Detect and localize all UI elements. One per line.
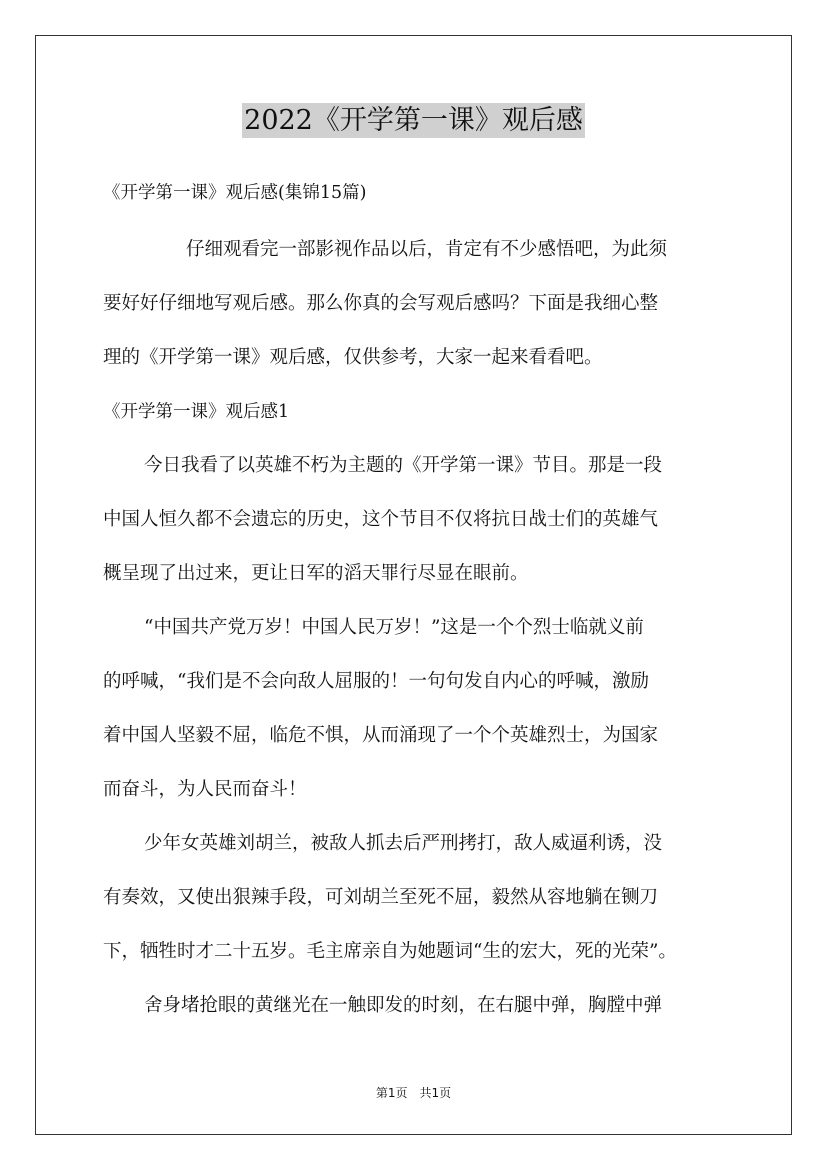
body-line: 有奏效，又使出狠辣手段，可刘胡兰至死不屈，毅然从容地躺在铡刀	[103, 887, 659, 908]
intro-line: 仔细观看完一部影视作品以后，肯定有不少感悟吧，为此须	[186, 239, 668, 260]
body-line: 的呼喊，“我们是不会向敌人屈服的！一句句发自内心的呼喊，激励	[103, 671, 649, 692]
document-subtitle: 《开学第一课》观后感(集锦15篇)	[103, 183, 367, 203]
body-line: 而奋斗，为人民而奋斗！	[103, 779, 307, 800]
body-line: “中国共产党万岁！中国人民万岁！”这是一个个烈士临就义前	[144, 617, 644, 638]
intro-line: 理的《开学第一课》观后感，仅供参考，大家一起来看看吧。	[103, 347, 603, 368]
body-line: 着中国人坚毅不屈，临危不惧，从而涌现了一个个英雄烈士，为国家	[103, 725, 659, 746]
section-heading: 《开学第一课》观后感1	[103, 402, 290, 422]
body-line: 舍身堵抢眼的黄继光在一触即发的时刻，在右腿中弹，胸膛中弹	[144, 995, 663, 1016]
body-line: 中国人恒久都不会遗忘的历史，这个节目不仅将抗日战士们的英雄气	[103, 509, 659, 530]
document-title: 2022《开学第一课》观后感	[244, 105, 583, 136]
page-footer: 第1页 共1页	[375, 1086, 452, 1100]
body-line: 今日我看了以英雄不朽为主题的《开学第一课》节目。那是一段	[144, 455, 663, 476]
document-title-wrapper	[0, 101, 827, 141]
body-line: 下，牺牲时才二十五岁。毛主席亲自为她题词“生的宏大，死的光荣”。	[103, 941, 677, 962]
body-line: 概呈现了出过来，更让日军的滔天罪行尽显在眼前。	[103, 563, 529, 584]
intro-line: 要好好仔细地写观后感。那么你真的会写观后感吗？下面是我细心整	[103, 293, 659, 314]
body-line: 少年女英雄刘胡兰，被敌人抓去后严刑拷打，敌人威逼利诱，没	[144, 833, 663, 854]
